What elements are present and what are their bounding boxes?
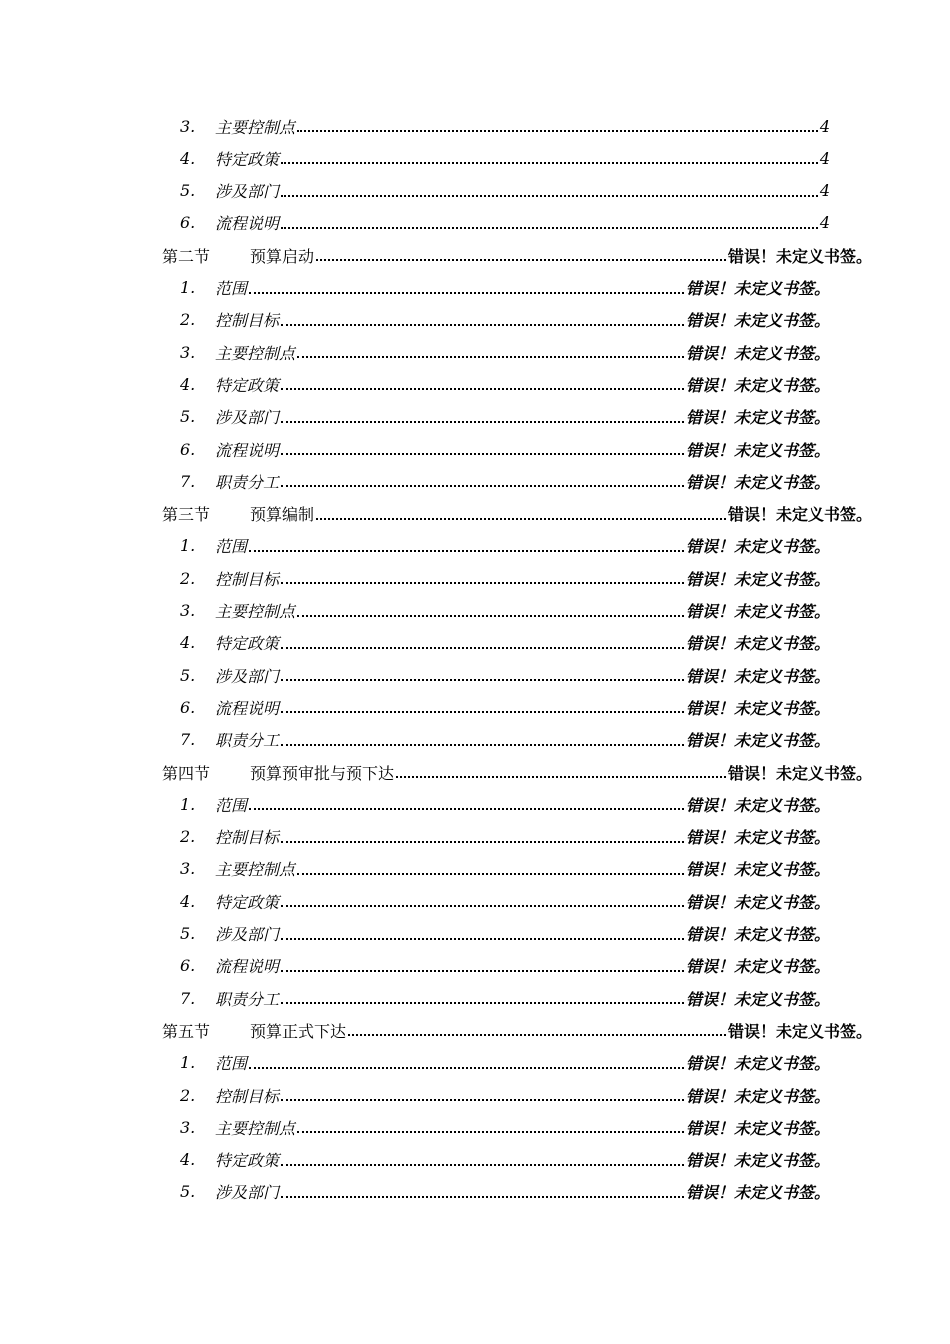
toc-bookmark-error: 错误！未定义书签。 bbox=[685, 634, 830, 654]
toc-bookmark-error: 错误！未定义书签。 bbox=[685, 311, 830, 331]
toc-item-entry[interactable] bbox=[180, 142, 830, 174]
toc-bookmark-error: 错误！未定义书签。 bbox=[727, 246, 872, 266]
dot-leader bbox=[249, 1067, 684, 1069]
dot-leader bbox=[281, 195, 818, 197]
toc-item-entry[interactable] bbox=[180, 595, 830, 627]
dot-leader bbox=[281, 647, 684, 649]
toc-section-title: 预算编制 bbox=[250, 505, 315, 525]
toc-item-title: 涉及部门 bbox=[215, 408, 280, 428]
toc-item-title: 控制目标 bbox=[215, 1086, 280, 1106]
toc-item-title: 特定政策 bbox=[215, 892, 280, 912]
toc-bookmark-error: 错误！未定义书签。 bbox=[685, 279, 830, 298]
toc-bookmark-error: 错误！未定义书签。 bbox=[685, 408, 830, 428]
dot-leader bbox=[281, 1099, 684, 1101]
dot-leader bbox=[281, 711, 684, 713]
toc-item-entry[interactable] bbox=[180, 433, 830, 465]
toc-bookmark-error: 错误！未定义书签。 bbox=[685, 343, 830, 363]
toc-item-title: 涉及部门 bbox=[215, 1183, 280, 1203]
toc-item-entry[interactable] bbox=[180, 368, 830, 400]
dot-leader bbox=[281, 421, 684, 423]
toc-section-entry[interactable] bbox=[162, 756, 872, 788]
dot-leader bbox=[249, 550, 684, 552]
dot-leader bbox=[396, 776, 726, 778]
dot-leader bbox=[281, 227, 818, 229]
toc-item-number: 2. bbox=[180, 1085, 196, 1105]
toc-bookmark-error: 错误！未定义书签。 bbox=[685, 1054, 830, 1074]
toc-section-title: 预算预审批与预下达 bbox=[250, 763, 395, 783]
toc-item-title: 职责分工 bbox=[215, 472, 280, 492]
toc-bookmark-error: 错误！未定义书签。 bbox=[685, 537, 830, 557]
toc-bookmark-error: 错误！未定义书签。 bbox=[685, 375, 830, 395]
toc-page-number: 4 bbox=[819, 213, 830, 233]
toc-item-number: 1. bbox=[180, 536, 196, 556]
toc-bookmark-error: 错误！未定义书签。 bbox=[685, 1086, 830, 1106]
toc-item-title: 主要控制点 bbox=[215, 1118, 296, 1138]
toc-item-number: 5. bbox=[180, 181, 196, 201]
toc-item-title: 主要控制点 bbox=[215, 602, 296, 621]
toc-item-title: 流程说明 bbox=[215, 440, 280, 460]
toc-item-number: 6. bbox=[180, 697, 196, 717]
toc-item-title: 流程说明 bbox=[215, 957, 280, 977]
toc-item-entry[interactable] bbox=[180, 1047, 830, 1079]
toc-bookmark-error: 错误！未定义书签。 bbox=[685, 602, 830, 621]
toc-item-number: 1. bbox=[180, 1053, 196, 1073]
toc-item-entry[interactable] bbox=[180, 691, 830, 723]
dot-leader bbox=[316, 518, 726, 520]
toc-item-entry[interactable] bbox=[180, 627, 830, 659]
toc-bookmark-error: 错误！未定义书签。 bbox=[685, 731, 830, 751]
toc-item-title: 控制目标 bbox=[215, 569, 280, 589]
dot-leader bbox=[297, 1131, 684, 1133]
toc-bookmark-error: 错误！未定义书签。 bbox=[685, 1118, 830, 1138]
toc-item-number: 5. bbox=[180, 924, 196, 943]
toc-section-title: 预算正式下达 bbox=[250, 1021, 347, 1041]
toc-item-number: 5. bbox=[180, 1182, 196, 1202]
toc-item-number: 2. bbox=[180, 310, 196, 330]
toc-item-entry[interactable] bbox=[180, 207, 830, 239]
dot-leader bbox=[281, 841, 684, 843]
toc-item-number: 6. bbox=[180, 956, 196, 976]
toc-item-title: 主要控制点 bbox=[215, 117, 296, 137]
toc-item-number: 3. bbox=[180, 859, 196, 879]
toc-section-title: 预算启动 bbox=[250, 246, 315, 266]
dot-leader bbox=[281, 938, 684, 940]
toc-page-number: 4 bbox=[819, 181, 830, 201]
toc-bookmark-error: 错误！未定义书签。 bbox=[685, 569, 830, 589]
toc-item-title: 特定政策 bbox=[215, 149, 280, 169]
toc-bookmark-error: 错误！未定义书签。 bbox=[727, 1021, 872, 1041]
dot-leader bbox=[297, 873, 684, 875]
toc-bookmark-error: 错误！未定义书签。 bbox=[685, 828, 830, 848]
toc-item-number: 3. bbox=[180, 342, 196, 362]
dot-leader bbox=[249, 808, 684, 810]
toc-bookmark-error: 错误！未定义书签。 bbox=[685, 989, 830, 1009]
toc-section-entry[interactable] bbox=[162, 498, 872, 530]
toc-item-entry[interactable] bbox=[180, 853, 830, 885]
toc-item-number: 7. bbox=[180, 730, 196, 750]
dot-leader bbox=[281, 485, 684, 487]
toc-section-number: 第二节 bbox=[162, 246, 211, 266]
toc-bookmark-error: 错误！未定义书签。 bbox=[727, 505, 872, 525]
toc-item-number: 3. bbox=[180, 116, 196, 136]
toc-item-title: 流程说明 bbox=[215, 214, 280, 234]
dot-leader bbox=[281, 679, 684, 681]
toc-item-number: 4. bbox=[180, 633, 196, 653]
toc-item-title: 职责分工 bbox=[215, 989, 280, 1009]
toc-item-number: 3. bbox=[180, 1117, 196, 1137]
toc-item-entry[interactable] bbox=[180, 1079, 830, 1111]
toc-item-number: 5. bbox=[180, 407, 196, 427]
toc-item-number: 2. bbox=[180, 827, 196, 847]
toc-item-title: 特定政策 bbox=[215, 1151, 280, 1171]
toc-item-entry[interactable] bbox=[180, 918, 830, 950]
dot-leader bbox=[297, 615, 684, 617]
toc-page-number: 4 bbox=[819, 148, 830, 168]
toc-item-entry[interactable] bbox=[180, 885, 830, 917]
toc-item-entry[interactable] bbox=[180, 982, 830, 1014]
toc-section-number: 第五节 bbox=[162, 1021, 211, 1041]
dot-leader bbox=[281, 1164, 684, 1166]
toc-item-entry[interactable] bbox=[180, 659, 830, 691]
toc-item-title: 控制目标 bbox=[215, 828, 280, 848]
toc-bookmark-error: 错误！未定义书签。 bbox=[727, 763, 872, 783]
toc-item-number: 7. bbox=[180, 471, 196, 491]
dot-leader bbox=[281, 970, 684, 972]
dot-leader bbox=[281, 324, 684, 326]
toc-item-title: 范围 bbox=[215, 537, 248, 557]
dot-leader bbox=[297, 356, 684, 358]
toc-item-entry[interactable] bbox=[180, 336, 830, 368]
toc-item-entry[interactable] bbox=[180, 530, 830, 562]
dot-leader bbox=[281, 453, 684, 455]
toc-item-entry[interactable] bbox=[180, 110, 830, 142]
toc-item-number: 2. bbox=[180, 568, 196, 588]
toc-item-entry[interactable] bbox=[180, 1111, 830, 1143]
toc-bookmark-error: 错误！未定义书签。 bbox=[685, 472, 830, 492]
toc-item-entry[interactable] bbox=[180, 175, 830, 207]
toc-item-number: 4. bbox=[180, 148, 196, 168]
toc-item-title: 范围 bbox=[215, 795, 248, 815]
dot-leader bbox=[281, 905, 684, 907]
toc-item-title: 范围 bbox=[215, 279, 248, 298]
toc-item-title: 流程说明 bbox=[215, 698, 280, 718]
toc-page-number: 4 bbox=[819, 116, 830, 136]
dot-leader bbox=[348, 1034, 726, 1036]
toc-item-title: 主要控制点 bbox=[215, 343, 296, 363]
dot-leader bbox=[281, 162, 818, 164]
toc-item-number: 6. bbox=[180, 439, 196, 459]
toc-item-entry[interactable] bbox=[180, 1176, 830, 1208]
toc-item-number: 6. bbox=[180, 213, 196, 233]
toc-item-number: 3. bbox=[180, 601, 196, 620]
dot-leader bbox=[281, 744, 684, 746]
toc-item-title: 范围 bbox=[215, 1054, 248, 1074]
toc-item-number: 4. bbox=[180, 891, 196, 911]
toc-section-number: 第四节 bbox=[162, 763, 211, 783]
toc-item-entry[interactable] bbox=[180, 272, 830, 304]
toc-item-entry[interactable] bbox=[180, 950, 830, 982]
toc-item-entry[interactable] bbox=[180, 821, 830, 853]
toc-item-number: 4. bbox=[180, 1150, 196, 1170]
toc-bookmark-error: 错误！未定义书签。 bbox=[685, 1151, 830, 1171]
dot-leader bbox=[316, 259, 726, 261]
toc-item-number: 1. bbox=[180, 278, 196, 297]
toc-item-title: 涉及部门 bbox=[215, 182, 280, 202]
toc-item-number: 7. bbox=[180, 988, 196, 1008]
dot-leader bbox=[297, 130, 818, 132]
toc-bookmark-error: 错误！未定义书签。 bbox=[685, 1183, 830, 1203]
dot-leader bbox=[249, 292, 684, 294]
toc-item-entry[interactable] bbox=[180, 401, 830, 433]
toc-section-entry[interactable] bbox=[162, 1014, 872, 1046]
dot-leader bbox=[281, 582, 684, 584]
dot-leader bbox=[281, 1196, 684, 1198]
toc-item-title: 控制目标 bbox=[215, 311, 280, 331]
toc-bookmark-error: 错误！未定义书签。 bbox=[685, 440, 830, 460]
toc-item-entry[interactable] bbox=[180, 788, 830, 820]
dot-leader bbox=[281, 388, 684, 390]
toc-item-entry[interactable] bbox=[180, 465, 830, 497]
toc-item-title: 职责分工 bbox=[215, 731, 280, 751]
toc-bookmark-error: 错误！未定义书签。 bbox=[685, 957, 830, 977]
toc-bookmark-error: 错误！未定义书签。 bbox=[685, 860, 830, 880]
toc-item-title: 涉及部门 bbox=[215, 666, 280, 686]
toc-bookmark-error: 错误！未定义书签。 bbox=[685, 925, 830, 944]
toc-item-title: 特定政策 bbox=[215, 634, 280, 654]
toc-item-title: 特定政策 bbox=[215, 375, 280, 395]
toc-bookmark-error: 错误！未定义书签。 bbox=[685, 892, 830, 912]
toc-item-entry[interactable] bbox=[180, 724, 830, 756]
toc-section-number: 第三节 bbox=[162, 505, 211, 525]
dot-leader bbox=[281, 1002, 684, 1004]
toc-item-number: 4. bbox=[180, 374, 196, 394]
toc-item-number: 5. bbox=[180, 665, 196, 685]
toc-bookmark-error: 错误！未定义书签。 bbox=[685, 795, 830, 815]
toc-bookmark-error: 错误！未定义书签。 bbox=[685, 698, 830, 718]
toc-item-title: 涉及部门 bbox=[215, 925, 280, 944]
toc-section-entry[interactable] bbox=[162, 239, 872, 271]
toc-item-number: 1. bbox=[180, 794, 196, 814]
toc-bookmark-error: 错误！未定义书签。 bbox=[685, 666, 830, 686]
toc-item-entry[interactable] bbox=[180, 1144, 830, 1176]
toc-item-title: 主要控制点 bbox=[215, 860, 296, 880]
toc-item-entry[interactable] bbox=[180, 562, 830, 594]
toc-item-entry[interactable] bbox=[180, 304, 830, 336]
